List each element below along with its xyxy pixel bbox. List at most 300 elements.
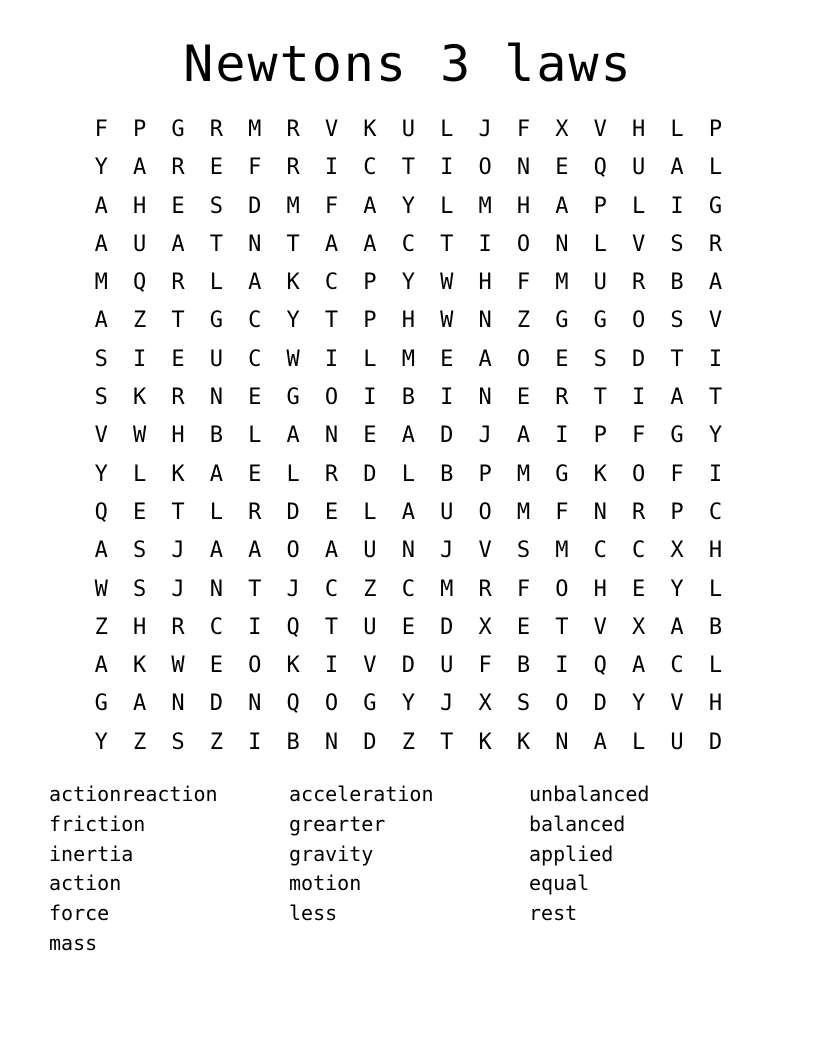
grid-letter: M — [440, 576, 454, 602]
grid-letter: P — [363, 270, 377, 296]
grid-letter: R — [478, 576, 492, 602]
grid-letter: E — [363, 423, 377, 449]
grid-letter: E — [171, 346, 185, 372]
grid-letter: Q — [286, 614, 300, 640]
grid-letter: X — [670, 538, 684, 564]
grid-letter: C — [708, 499, 723, 525]
grid-letter: C — [363, 155, 377, 181]
grid-letter: R — [555, 385, 569, 411]
grid-letter: S — [94, 385, 108, 411]
grid-letter: I — [632, 385, 646, 411]
grid-letter: A — [132, 155, 147, 181]
grid-letter: J — [440, 691, 454, 717]
grid-letter: B — [401, 385, 415, 411]
grid-letter: T — [440, 729, 454, 755]
grid-letter: U — [209, 346, 223, 372]
grid-letter: U — [440, 499, 454, 525]
grid-letter: R — [248, 499, 262, 525]
grid-letter: U — [132, 231, 147, 257]
grid-letter: L — [132, 461, 147, 487]
grid-letter: P — [593, 193, 607, 219]
grid-letter: F — [516, 270, 531, 296]
grid-letter: G — [708, 193, 723, 219]
grid-letter: N — [324, 423, 339, 449]
grid-letter: V — [94, 423, 108, 449]
grid-letter: C — [248, 308, 262, 334]
grid-letter: I — [708, 461, 723, 487]
grid-letter: W — [94, 576, 108, 602]
grid-letter: K — [132, 653, 147, 679]
word-list-item: unbalanced — [529, 782, 650, 806]
grid-letter: A — [94, 653, 108, 679]
word-list-item: actionreaction — [49, 782, 218, 806]
grid-letter: X — [478, 614, 492, 640]
grid-letter: S — [593, 346, 607, 372]
letter-grid — [82, 111, 735, 762]
grid-letter: V — [670, 691, 684, 717]
grid-letter: H — [171, 423, 185, 449]
grid-letter: C — [670, 653, 684, 679]
grid-letter: N — [478, 385, 492, 411]
grid-letter: L — [440, 117, 454, 142]
grid-letter: G — [286, 385, 300, 411]
grid-letter: M — [555, 538, 569, 564]
grid-letter: L — [440, 193, 454, 219]
grid-letter: A — [324, 231, 339, 257]
word-list-item: action — [49, 871, 122, 896]
grid-letter: V — [363, 653, 377, 679]
grid-letter: O — [516, 346, 531, 372]
word-list-item: force — [49, 901, 110, 926]
grid-letter: R — [286, 155, 300, 181]
grid-letter: O — [286, 538, 300, 564]
grid-letter: A — [94, 308, 108, 334]
grid-letter: Y — [632, 691, 646, 717]
grid-letter: L — [632, 193, 646, 219]
grid-letter: Q — [132, 270, 147, 296]
grid-letter: Z — [94, 614, 108, 640]
grid-letter: C — [248, 346, 262, 372]
grid-letter: D — [708, 729, 723, 755]
grid-letter: O — [555, 576, 569, 602]
word-list-item: mass — [49, 930, 98, 955]
grid-letter: V — [593, 614, 607, 640]
grid-letter: L — [286, 461, 300, 487]
grid-letter: N — [478, 308, 492, 334]
grid-letter: D — [286, 499, 300, 525]
grid-letter: G — [555, 308, 569, 334]
word-list-item: grearter — [289, 811, 386, 836]
grid-letter: S — [670, 308, 684, 334]
grid-letter: C — [593, 538, 607, 564]
grid-letter: Q — [94, 499, 108, 525]
grid-letter: N — [209, 385, 223, 411]
grid-letter: P — [593, 423, 607, 449]
grid-letter: H — [593, 576, 607, 602]
grid-letter: E — [401, 614, 415, 640]
grid-letter: J — [171, 576, 185, 602]
grid-letter: I — [555, 423, 569, 449]
grid-letter: L — [593, 231, 607, 257]
grid-letter: S — [209, 193, 223, 219]
word-list-item: applied — [529, 841, 614, 866]
grid-letter: O — [632, 461, 646, 487]
grid-letter: A — [209, 538, 223, 564]
grid-letter: T — [555, 614, 569, 640]
grid-letter: L — [708, 653, 723, 679]
grid-letter: A — [478, 346, 492, 372]
grid-letter: I — [440, 385, 454, 411]
grid-letter: R — [171, 385, 185, 411]
grid-letter: O — [248, 653, 262, 679]
grid-letter: S — [132, 576, 147, 602]
grid-letter: X — [478, 691, 492, 717]
grid-letter: I — [555, 653, 569, 679]
grid-letter: A — [94, 231, 108, 257]
grid-letter: S — [516, 538, 531, 564]
word-list-item: less — [289, 901, 338, 926]
grid-letter: U — [363, 614, 377, 640]
word-list-item: motion — [289, 871, 362, 896]
grid-letter: H — [132, 614, 147, 640]
grid-letter: W — [440, 270, 454, 296]
grid-letter: U — [440, 653, 454, 679]
grid-letter: B — [670, 270, 684, 296]
grid-letter: Z — [132, 729, 147, 755]
grid-letter: A — [94, 538, 108, 564]
grid-letter: A — [670, 385, 684, 411]
grid-letter: K — [286, 270, 300, 296]
grid-letter: A — [516, 423, 531, 449]
grid-letter: N — [324, 729, 339, 755]
grid-letter: G — [363, 691, 377, 717]
grid-letter: L — [632, 729, 646, 755]
grid-letter: E — [209, 155, 223, 181]
grid-letter: I — [248, 729, 262, 755]
word-list-item: rest — [529, 901, 578, 926]
grid-letter: X — [632, 614, 646, 640]
grid-letter: Z — [516, 308, 531, 334]
grid-letter: Z — [132, 308, 147, 334]
grid-letter: K — [478, 729, 492, 755]
grid-letter: I — [478, 231, 492, 257]
word-list — [49, 780, 769, 959]
grid-letter: A — [401, 499, 415, 525]
grid-letter: H — [708, 691, 723, 717]
grid-letter: D — [593, 691, 607, 717]
grid-letter: O — [478, 499, 492, 525]
grid-letter: R — [632, 499, 646, 525]
grid-letter: B — [440, 461, 454, 487]
grid-letter: V — [708, 308, 723, 334]
word-list-item: gravity — [289, 841, 374, 866]
grid-letter: Y — [286, 308, 300, 334]
grid-letter: I — [440, 155, 454, 181]
grid-letter: A — [286, 423, 300, 449]
grid-letter: A — [171, 231, 185, 257]
grid-letter: N — [248, 231, 262, 257]
grid-letter: N — [171, 691, 185, 717]
grid-letter: L — [401, 461, 415, 487]
grid-letter: U — [401, 117, 415, 142]
grid-letter: C — [209, 614, 223, 640]
grid-letter: T — [248, 576, 262, 602]
grid-letter: D — [363, 461, 377, 487]
grid-letter: Z — [401, 729, 415, 755]
grid-letter: M — [94, 270, 108, 296]
grid-letter: N — [555, 231, 569, 257]
grid-letter: A — [555, 193, 569, 219]
grid-letter: I — [132, 346, 147, 372]
grid-letter: S — [516, 691, 531, 717]
grid-letter: D — [363, 729, 377, 755]
grid-letter: R — [171, 614, 185, 640]
grid-letter: P — [363, 308, 377, 334]
grid-letter: G — [209, 308, 223, 334]
grid-letter: P — [708, 117, 723, 142]
grid-letter: O — [516, 231, 531, 257]
grid-letter: T — [593, 385, 607, 411]
grid-letter: E — [248, 385, 262, 411]
grid-letter: A — [708, 270, 723, 296]
grid-letter: F — [94, 117, 108, 142]
grid-letter: T — [209, 231, 223, 257]
grid-letter: H — [401, 308, 415, 334]
grid-letter: B — [708, 614, 723, 640]
grid-letter: C — [632, 538, 646, 564]
grid-letter: E — [516, 614, 531, 640]
grid-letter: T — [708, 385, 723, 411]
grid-letter: W — [440, 308, 454, 334]
grid-letter: P — [478, 461, 492, 487]
grid-letter: C — [324, 576, 339, 602]
grid-letter: E — [516, 385, 531, 411]
grid-letter: A — [670, 614, 684, 640]
grid-letter: T — [324, 614, 339, 640]
word-list-item: equal — [529, 871, 590, 896]
grid-letter: K — [132, 385, 147, 411]
grid-letter: C — [324, 270, 339, 296]
grid-letter: O — [632, 308, 646, 334]
grid-letter: G — [94, 691, 108, 717]
grid-letter: K — [171, 461, 185, 487]
grid-letter: V — [593, 117, 607, 142]
grid-letter: A — [632, 653, 646, 679]
grid-letter: L — [363, 499, 377, 525]
grid-letter: F — [324, 193, 339, 219]
grid-letter: Z — [363, 576, 377, 602]
grid-letter: T — [401, 155, 415, 181]
grid-letter: U — [670, 729, 684, 755]
grid-letter: F — [248, 155, 262, 181]
grid-letter: L — [708, 576, 723, 602]
grid-letter: A — [401, 423, 415, 449]
grid-letter: G — [670, 423, 684, 449]
grid-letter: B — [209, 423, 223, 449]
grid-letter: Y — [94, 729, 108, 755]
word-list-item: acceleration — [289, 782, 434, 806]
grid-letter: D — [440, 614, 454, 640]
grid-letter: Q — [593, 155, 607, 181]
grid-letter: I — [248, 614, 262, 640]
grid-letter: M — [478, 193, 492, 219]
grid-letter: R — [286, 117, 300, 142]
grid-letter: X — [555, 117, 569, 142]
grid-letter: O — [555, 691, 569, 717]
grid-letter: E — [440, 346, 454, 372]
grid-letter: L — [209, 270, 223, 296]
grid-letter: O — [478, 155, 492, 181]
grid-letter: E — [132, 499, 147, 525]
grid-letter: A — [248, 538, 262, 564]
grid-letter: V — [632, 231, 646, 257]
grid-letter: W — [132, 423, 147, 449]
grid-letter: L — [209, 499, 223, 525]
grid-letter: H — [632, 117, 646, 142]
grid-letter: H — [516, 193, 531, 219]
grid-letter: V — [478, 538, 492, 564]
grid-letter: F — [670, 461, 684, 487]
grid-letter: Y — [401, 270, 415, 296]
grid-letter: G — [593, 308, 607, 334]
grid-letter: J — [171, 538, 185, 564]
grid-letter: N — [401, 538, 415, 564]
grid-letter: D — [440, 423, 454, 449]
grid-letter: R — [708, 231, 723, 257]
grid-letter: R — [324, 461, 339, 487]
grid-letter: K — [363, 117, 377, 142]
grid-letter: E — [632, 576, 646, 602]
grid-letter: L — [363, 346, 377, 372]
grid-letter: T — [324, 308, 339, 334]
grid-letter: H — [708, 538, 723, 564]
grid-letter: I — [324, 155, 339, 181]
grid-letter: Q — [286, 691, 300, 717]
grid-letter: T — [171, 499, 185, 525]
grid-letter: I — [670, 193, 684, 219]
grid-letter: M — [516, 499, 531, 525]
grid-letter: T — [286, 231, 300, 257]
grid-letter: K — [593, 461, 607, 487]
grid-letter: M — [516, 461, 531, 487]
grid-letter: N — [593, 499, 607, 525]
grid-letter: R — [171, 270, 185, 296]
grid-letter: J — [478, 117, 492, 142]
grid-letter: H — [132, 193, 147, 219]
grid-letter: E — [171, 193, 185, 219]
grid-letter: W — [286, 346, 300, 372]
grid-letter: A — [94, 193, 108, 219]
grid-letter: C — [401, 231, 415, 257]
grid-letter: E — [555, 155, 569, 181]
grid-letter: Y — [94, 155, 108, 181]
grid-letter: I — [363, 385, 377, 411]
grid-letter: E — [209, 653, 223, 679]
grid-letter: E — [555, 346, 569, 372]
grid-letter: G — [171, 117, 185, 142]
grid-letter: D — [632, 346, 646, 372]
grid-letter: A — [670, 155, 684, 181]
grid-letter: K — [286, 653, 300, 679]
grid-letter: P — [132, 117, 147, 142]
grid-letter: S — [132, 538, 147, 564]
grid-letter: F — [555, 499, 569, 525]
grid-letter: F — [632, 423, 646, 449]
grid-letter: J — [478, 423, 492, 449]
grid-letter: L — [708, 155, 723, 181]
word-list-item: friction — [49, 811, 146, 836]
grid-letter: S — [171, 729, 185, 755]
grid-letter: A — [324, 538, 339, 564]
grid-letter: D — [401, 653, 415, 679]
grid-letter: D — [248, 193, 262, 219]
grid-letter: M — [555, 270, 569, 296]
grid-letter: A — [132, 691, 147, 717]
grid-letter: U — [593, 270, 607, 296]
word-list-item: inertia — [49, 841, 134, 866]
grid-letter: Y — [670, 576, 684, 602]
grid-letter: L — [248, 423, 262, 449]
grid-letter: V — [324, 117, 339, 142]
grid-letter: I — [708, 346, 723, 372]
word-list-item: balanced — [529, 811, 626, 836]
grid-letter: Q — [593, 653, 607, 679]
grid-letter: K — [516, 729, 531, 755]
grid-letter: O — [324, 385, 339, 411]
grid-letter: G — [555, 461, 569, 487]
grid-letter: N — [248, 691, 262, 717]
grid-letter: M — [286, 193, 300, 219]
grid-letter: Y — [708, 423, 723, 449]
grid-letter: E — [324, 499, 339, 525]
grid-letter: H — [478, 270, 492, 296]
grid-letter: A — [209, 461, 223, 487]
grid-letter: I — [324, 653, 339, 679]
grid-letter: R — [632, 270, 646, 296]
grid-letter: O — [324, 691, 339, 717]
grid-letter: U — [363, 538, 377, 564]
grid-letter: I — [324, 346, 339, 372]
grid-letter: M — [248, 117, 262, 142]
grid-letter: A — [363, 193, 377, 219]
grid-letter: Y — [94, 461, 108, 487]
grid-letter: B — [286, 729, 300, 755]
grid-letter: N — [209, 576, 223, 602]
grid-letter: F — [516, 576, 531, 602]
grid-letter: Z — [209, 729, 223, 755]
grid-letter: J — [440, 538, 454, 564]
grid-letter: D — [209, 691, 223, 717]
grid-letter: T — [670, 346, 684, 372]
grid-letter: A — [593, 729, 607, 755]
grid-letter: U — [632, 155, 646, 181]
grid-letter: R — [171, 155, 185, 181]
grid-letter: N — [555, 729, 569, 755]
grid-letter: Y — [401, 193, 415, 219]
grid-letter: M — [401, 346, 415, 372]
grid-letter: T — [440, 231, 454, 257]
grid-letter: T — [171, 308, 185, 334]
grid-letter: P — [670, 499, 684, 525]
grid-letter: L — [670, 117, 684, 142]
grid-letter: B — [516, 653, 531, 679]
grid-letter: A — [248, 270, 262, 296]
grid-letter: S — [670, 231, 684, 257]
grid-letter: R — [209, 117, 223, 142]
grid-letter: A — [363, 231, 377, 257]
grid-letter: S — [94, 346, 108, 372]
grid-letter: W — [171, 653, 185, 679]
